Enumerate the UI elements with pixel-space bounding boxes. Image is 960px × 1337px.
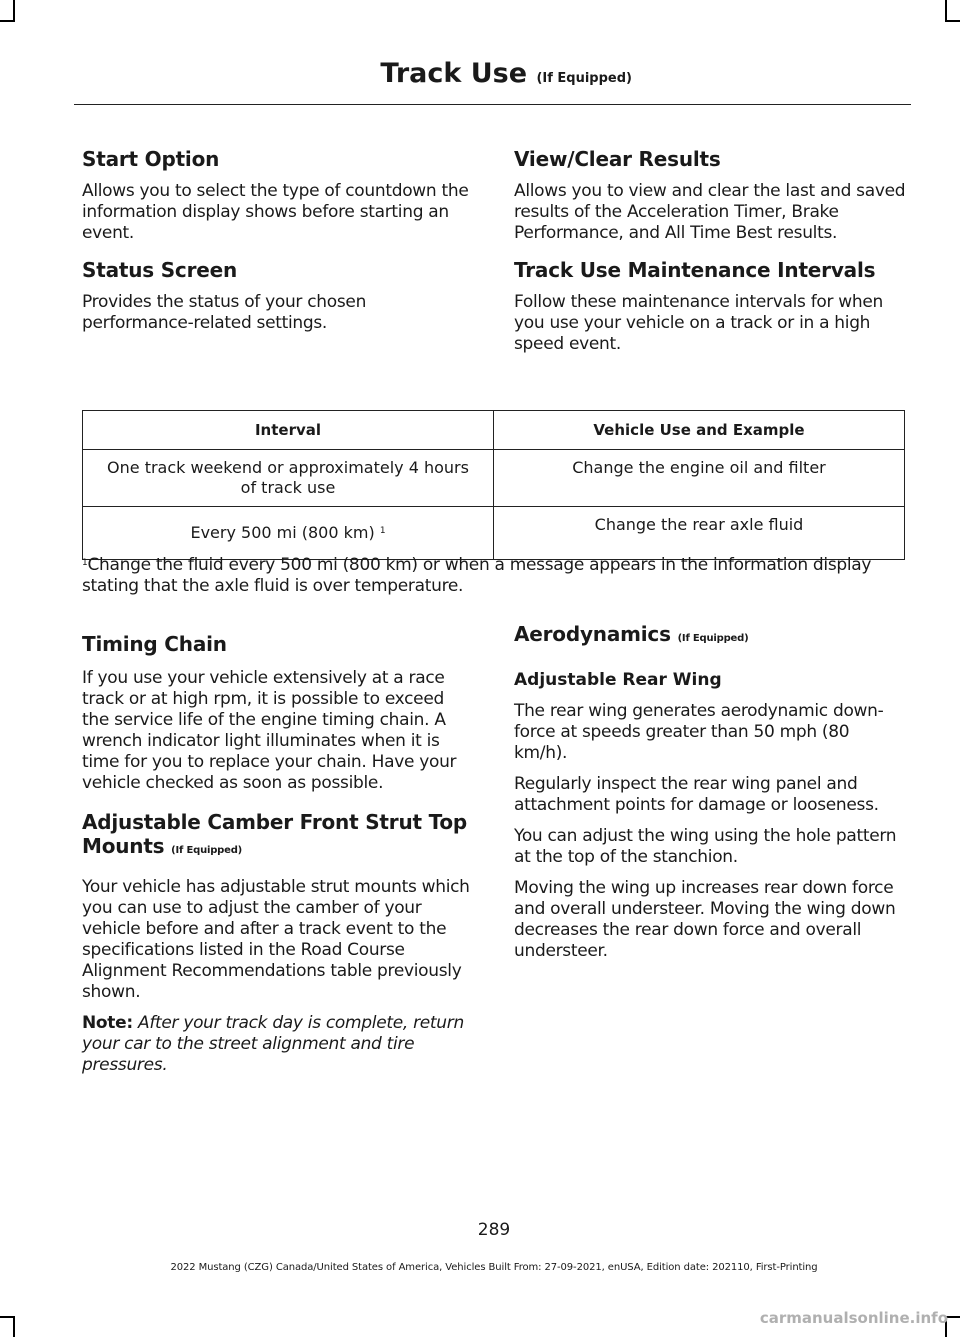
aero-paragraph: The rear wing generates aerodynamic down-force at speeds greater than 50 mph (80 km/h).: [514, 701, 884, 763]
page-number: 289: [477, 1220, 511, 1240]
table-cell-interval: One track weekend or approximately 4 hours of track use: [83, 450, 494, 507]
aero-paragraph: Regularly inspect the rear wing panel and attachment points for damage or looseness.: [514, 774, 879, 815]
aero-paragraph: Moving the wing up increases rear down force and overall understeer. Moving the wing down decreases the rear down force and overall understeer.: [514, 878, 896, 961]
crop-mark: [0, 1316, 15, 1318]
table-header-use: Vehicle Use and Example: [494, 411, 905, 450]
rear-wing-subheading: Adjustable Rear Wing: [514, 670, 722, 690]
camber-body: Your vehicle has adjustable strut mounts which you can use to adjust the camber of your vehicle before and after a track event to the specifications listed in the Road Course Alignment Recommendations table previously shown.: [82, 877, 470, 1002]
header-divider: [74, 104, 911, 105]
note-text: After your track day is complete, return your car to the street alignment and tire pressures.: [82, 1013, 464, 1075]
bottom-left-column: [82, 632, 474, 1086]
table-header-interval: Interval: [83, 411, 494, 450]
interval-text: Every 500 mi (800 km): [190, 523, 375, 542]
view-clear-heading: View/Clear Results: [514, 147, 721, 171]
crop-mark: [0, 20, 15, 22]
watermark: carmanualsonline.info: [759, 1309, 948, 1327]
aerodynamics-heading: [514, 622, 906, 651]
table-row: [83, 450, 905, 507]
timing-chain-heading: Timing Chain: [82, 632, 227, 656]
start-option-heading: Start Option: [82, 147, 220, 171]
camber-heading-suffix: (If Equipped): [171, 845, 243, 856]
page-header-title: [380, 58, 632, 89]
bottom-right-column: [514, 622, 906, 972]
crop-mark: [13, 0, 15, 22]
camber-heading: [82, 810, 474, 863]
header-title-suffix: (If Equipped): [536, 71, 632, 86]
crop-mark: [945, 0, 947, 22]
crop-mark: [945, 20, 960, 22]
status-screen-body: Provides the status of your chosen performance-related settings.: [82, 292, 367, 333]
maintenance-body: Follow these maintenance intervals for when you use your vehicle on a track or in a high speed event.: [514, 292, 883, 354]
view-clear-body: Allows you to view and clear the last and saved results of the Acceleration Timer, Brake Performance, and All Time Best results.: [514, 181, 906, 243]
table-cell-interval: [83, 507, 494, 560]
camber-heading-text: Adjustable Camber Front Strut Top Mounts: [82, 810, 468, 858]
footnote-text: Change the fluid every 500 mi (800 km) or when a message appears in the information display stating that the axle fluid is over temperature.: [82, 555, 872, 596]
maintenance-table: [82, 410, 905, 560]
start-option-body: Allows you to select the type of countdown the information display shows before starting an event.: [82, 181, 469, 243]
top-left-column: [82, 147, 474, 344]
table-row: [83, 507, 905, 560]
page-footer: 2022 Mustang (CZG) Canada/United States of America, Vehicles Built From: 27-09-2021, enUSA, Edition date: 202110, First-Printing: [170, 1262, 818, 1273]
footnote-marker: 1: [82, 558, 88, 568]
table-cell-use: Change the rear axle fluid: [494, 507, 905, 560]
top-right-column: [514, 147, 906, 365]
table-footnote: [82, 555, 912, 597]
table-header-row: [83, 411, 905, 450]
maintenance-heading: Track Use Maintenance Intervals: [514, 258, 876, 282]
aero-paragraph: You can adjust the wing using the hole pattern at the top of the stanchion.: [514, 826, 897, 867]
header-title-text: Track Use: [380, 58, 528, 89]
aerodynamics-heading-suffix: (If Equipped): [677, 633, 749, 644]
timing-chain-body: If you use your vehicle extensively at a race track or at high rpm, it is possible to exceed the service life of the engine timing chain. A wrench indicator light illuminates when it is time for you to replace your chain. Have your vehicle checked as soon as possible.: [82, 668, 457, 793]
aerodynamics-heading-text: Aerodynamics: [514, 622, 671, 646]
crop-mark: [13, 1316, 15, 1337]
status-screen-heading: Status Screen: [82, 258, 238, 282]
camber-note: [82, 1013, 474, 1076]
note-label: Note:: [82, 1013, 133, 1033]
table-cell-use: Change the engine oil and filter: [494, 450, 905, 507]
footnote-ref: 1: [379, 526, 386, 536]
